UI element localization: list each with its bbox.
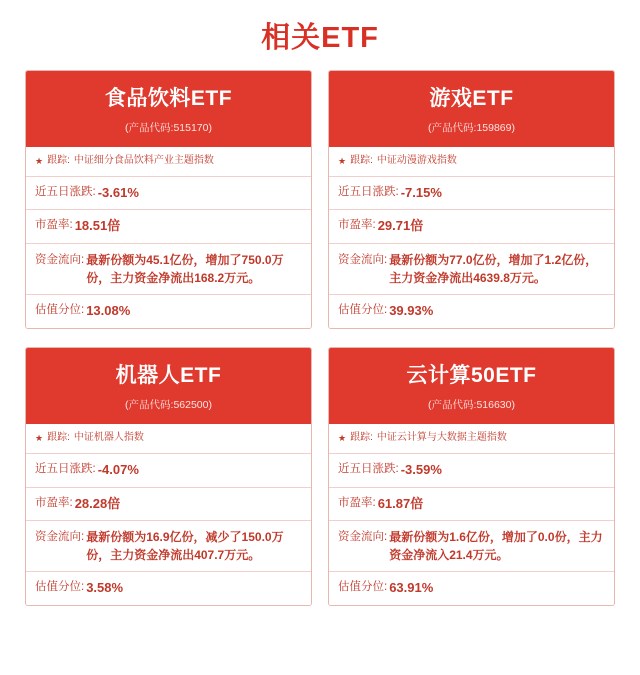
etf-pe-row <box>26 210 311 244</box>
etf-pe-row <box>329 488 614 522</box>
etf-valuation-row <box>26 295 311 328</box>
pe-label: 市盈率: <box>338 219 376 232</box>
pe-value: 28.28倍 <box>74 495 121 511</box>
etf-card[interactable] <box>25 347 312 606</box>
star-icon: ★ <box>338 432 347 443</box>
etf-code-prefix: (产品代码: <box>428 399 477 412</box>
etf-code <box>34 397 303 412</box>
change-value: -4.07% <box>97 461 139 477</box>
etf-card[interactable] <box>328 70 615 329</box>
track-value: 中证动漫游戏指数 <box>376 155 457 167</box>
etf-code-suffix: ) <box>208 122 212 135</box>
star-icon: ★ <box>35 155 44 166</box>
change-label: 近五日涨跌: <box>35 185 96 198</box>
pe-label: 市盈率: <box>35 496 73 509</box>
valuation-value: 63.91% <box>389 580 434 596</box>
etf-valuation-row <box>329 572 614 605</box>
track-value: 中证机器人指数 <box>73 432 144 444</box>
change-label: 近五日涨跌: <box>338 462 399 475</box>
etf-name: 云计算50ETF <box>406 364 537 388</box>
etf-card-body <box>26 424 311 605</box>
track-label: 跟踪: <box>47 432 70 444</box>
etf-valuation-row <box>26 572 311 605</box>
star-icon: ★ <box>338 155 347 166</box>
etf-change-row <box>26 454 311 488</box>
fund-flow-value: 最新份额为16.9亿份，减少了150.0万份，主力资金净流出407.7万元。 <box>86 530 284 563</box>
etf-change-row <box>329 454 614 488</box>
star-icon: ★ <box>35 432 44 443</box>
etf-pe-row <box>26 488 311 522</box>
etf-code-suffix: ) <box>208 399 212 412</box>
etf-fund-flow-row <box>26 521 311 572</box>
etf-code-value: 562500 <box>173 399 209 412</box>
etf-card-body <box>329 147 614 328</box>
pe-value: 29.71倍 <box>377 218 424 234</box>
fund-flow-label: 资金流向: <box>35 254 85 267</box>
etf-card-grid <box>0 70 640 606</box>
etf-fund-flow-row <box>26 244 311 295</box>
change-value: -3.61% <box>97 184 139 200</box>
etf-code <box>34 120 303 135</box>
track-label: 跟踪: <box>350 155 373 167</box>
valuation-label: 估值分位: <box>338 304 388 317</box>
fund-flow-label: 资金流向: <box>338 531 388 544</box>
fund-flow-label: 资金流向: <box>338 254 388 267</box>
etf-track-row <box>329 424 614 454</box>
etf-code-value: 515170 <box>173 122 209 135</box>
track-value: 中证细分食品饮料产业主题指数 <box>73 155 214 167</box>
fund-flow-value: 最新份额为77.0亿份，增加了1.2亿份，主力资金净流出4639.8万元。 <box>389 253 598 286</box>
track-value: 中证云计算与大数据主题指数 <box>376 432 507 444</box>
etf-card-header <box>329 71 614 147</box>
etf-name: 游戏ETF <box>429 87 514 110</box>
etf-name: 食品饮料ETF <box>104 87 233 110</box>
etf-code-suffix: ) <box>511 399 515 412</box>
fund-flow-value: 最新份额为1.6亿份，增加了0.0份，主力资金净流入21.4万元。 <box>389 530 603 563</box>
pe-value: 61.87倍 <box>377 495 424 511</box>
etf-valuation-row <box>329 295 614 328</box>
etf-pe-row <box>329 210 614 244</box>
change-value: -3.59% <box>400 461 442 477</box>
etf-card-header <box>329 348 614 424</box>
valuation-label: 估值分位: <box>35 581 85 594</box>
valuation-label: 估值分位: <box>338 581 388 594</box>
etf-fund-flow-row <box>329 244 614 295</box>
valuation-value: 3.58% <box>86 580 124 596</box>
valuation-value: 13.08% <box>86 303 131 319</box>
pe-label: 市盈率: <box>35 219 73 232</box>
change-label: 近五日涨跌: <box>338 185 399 198</box>
fund-flow-value: 最新份额为45.1亿份，增加了750.0万份，主力资金净流出168.2万元。 <box>86 253 284 286</box>
etf-card-header <box>26 71 311 147</box>
etf-code <box>337 397 606 412</box>
change-value: -7.15% <box>400 184 442 200</box>
pe-label: 市盈率: <box>338 496 376 509</box>
etf-fund-flow-row <box>329 521 614 572</box>
etf-card[interactable] <box>328 347 615 606</box>
etf-track-row <box>26 424 311 454</box>
track-label: 跟踪: <box>350 432 373 444</box>
change-label: 近五日涨跌: <box>35 462 96 475</box>
etf-change-row <box>329 177 614 211</box>
etf-code-prefix: (产品代码: <box>125 399 174 412</box>
etf-card-header <box>26 348 311 424</box>
valuation-value: 39.93% <box>389 303 434 319</box>
etf-card-body <box>26 147 311 328</box>
etf-change-row <box>26 177 311 211</box>
etf-code <box>337 120 606 135</box>
valuation-label: 估值分位: <box>35 304 85 317</box>
etf-name: 机器人ETF <box>115 364 222 388</box>
etf-track-row <box>329 147 614 177</box>
etf-card[interactable] <box>25 70 312 329</box>
etf-code-prefix: (产品代码: <box>125 122 174 135</box>
fund-flow-label: 资金流向: <box>35 531 85 544</box>
etf-code-value: 159869 <box>476 122 512 135</box>
page-title: 相关ETF <box>261 22 379 54</box>
etf-track-row <box>26 147 311 177</box>
etf-code-prefix: (产品代码: <box>428 122 477 135</box>
etf-card-body <box>329 424 614 605</box>
track-label: 跟踪: <box>47 155 70 167</box>
etf-code-value: 516630 <box>476 399 512 412</box>
pe-value: 18.51倍 <box>74 218 121 234</box>
etf-code-suffix: ) <box>511 122 515 135</box>
